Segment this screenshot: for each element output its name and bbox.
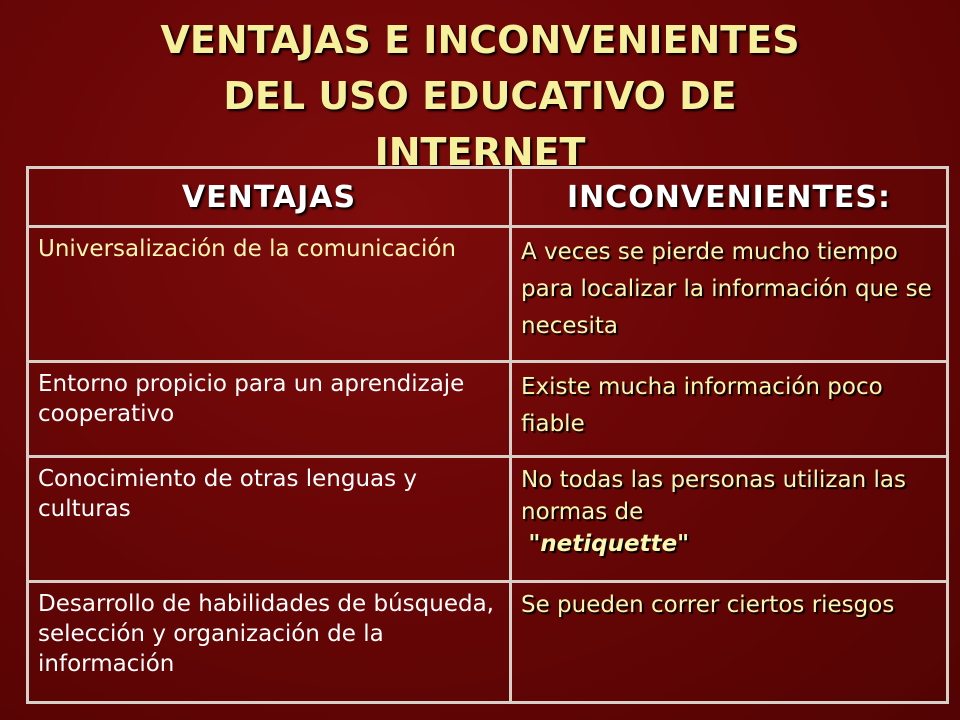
advantage-cell: Conocimiento de otras lenguas y culturas xyxy=(28,457,511,582)
slide-title xyxy=(30,12,930,180)
advantage-cell: Entorno propicio para un aprendizaje cooperativo xyxy=(28,362,511,457)
disadvantage-cell: A veces se pierde mucho tiempo para localizar la información que se necesita xyxy=(511,227,948,362)
slide-title-line-1: VENTAJAS E INCONVENIENTES xyxy=(160,18,800,62)
comparison-table xyxy=(26,166,949,704)
table-row xyxy=(28,362,948,457)
disadvantage-cell xyxy=(511,457,948,582)
table-row xyxy=(28,582,948,703)
disadvantage-cell: Se pueden correr ciertos riesgos xyxy=(511,582,948,703)
slide-title-line-2: DEL USO EDUCATIVO DE xyxy=(223,74,737,118)
header-inconvenientes: INCONVENIENTES: xyxy=(511,168,948,227)
advantage-cell: Universalización de la comunicación xyxy=(28,227,511,362)
disadvantage-text: No todas las personas utilizan las normas de xyxy=(521,467,906,525)
disadvantage-cell: Existe mucha información poco fiable xyxy=(511,362,948,457)
advantage-cell: Desarrollo de habilidades de búsqueda, selección y organización de la información xyxy=(28,582,511,703)
slide-title-line-3: INTERNET xyxy=(374,130,586,174)
table-row xyxy=(28,457,948,582)
header-ventajas: VENTAJAS xyxy=(28,168,511,227)
table-row xyxy=(28,227,948,362)
netiquette-emphasis: "netiquette" xyxy=(528,531,690,557)
table-header-row xyxy=(28,168,948,227)
